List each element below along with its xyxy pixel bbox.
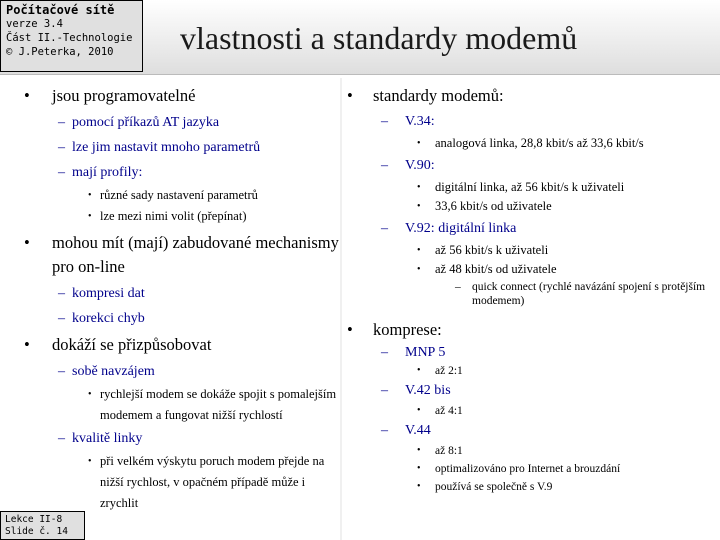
standard-detail: • analogová linka, 28,8 kbit/s až 33,6 kbit/s (417, 136, 644, 150)
standard-v34: – V.34: (381, 114, 435, 129)
compression-v42bis: – V.42 bis (381, 383, 451, 398)
course-version: verze 3.4 (6, 18, 63, 30)
standard-detail: • digitální linka, až 56 kbit/s k uživateli (417, 180, 625, 194)
adaptation-detail: • při velkém výskytu poruch modem přejde na nižší rychlost, v opačném případě může i zrychlit (88, 454, 325, 510)
bullet-adaptation: • dokáží se přizpůsobovat (24, 335, 212, 354)
compression-detail: • používá se společně s V.9 (417, 481, 553, 493)
standard-v92: – V.92: digitální linka (381, 221, 517, 236)
compression-mnp5: – MNP 5 (381, 345, 446, 360)
standard-detail: • až 48 kbit/s od uživatele (417, 262, 557, 276)
compression-ratio: • až 2:1 (417, 365, 463, 377)
slide-footer (0, 511, 85, 540)
standard-v90: – V.90: (381, 158, 435, 173)
right-column (345, 84, 715, 496)
left-column (22, 84, 342, 514)
bullet-mechanisms: • mohou mít (mají) zabudované mechanismy pro on-line (24, 233, 339, 276)
lesson-label: Lekce II-8 (5, 514, 63, 525)
course-part: Část II.-Technologie (6, 32, 133, 44)
compression-ratio: • až 8:1 (417, 445, 463, 457)
compression-ratio: • až 4:1 (417, 405, 463, 417)
compression-detail: • optimalizováno pro Internet a brouzdání (417, 463, 621, 475)
bullet-standards: • standardy modemů: (347, 86, 504, 105)
course-copyright: © J.Peterka, 2010 (6, 46, 114, 58)
sub-bullet: – kompresi dat (58, 286, 145, 301)
sub-bullet: – sobě navzájem (58, 364, 155, 379)
bullet-programmable: • jsou programovatelné (24, 86, 196, 105)
sub-bullet: – lze jim nastavit mnoho parametrů (58, 140, 261, 155)
standard-detail: • až 56 kbit/s k uživateli (417, 243, 549, 257)
slide-number: Slide č. 14 (5, 526, 68, 537)
slide-title: vlastnosti a standardy modemů (180, 20, 578, 56)
v92-quick-connect: – quick connect (rychlé navázání spojení s protějším modemem) (455, 281, 706, 307)
sub-bullet: – pomocí příkazů AT jazyka (58, 115, 220, 130)
standard-detail: • 33,6 kbit/s od uživatele (417, 199, 552, 213)
profile-item: • různé sady nastavení parametrů (88, 188, 258, 202)
compression-v44: – V.44 (381, 423, 431, 438)
sub-bullet: – kvalitě linky (58, 431, 143, 446)
sub-bullet: – mají profily: (58, 165, 143, 180)
adaptation-detail: • rychlejší modem se dokáže spojit s pomalejším modemem a fungovat nižší rychlostí (88, 387, 337, 422)
bullet-compression: • komprese: (347, 320, 442, 339)
course-info-box (0, 0, 143, 72)
profile-item: • lze mezi nimi volit (přepínat) (88, 209, 247, 223)
course-title: Počítačové sítě (6, 3, 115, 17)
sub-bullet: – korekci chyb (58, 311, 145, 326)
